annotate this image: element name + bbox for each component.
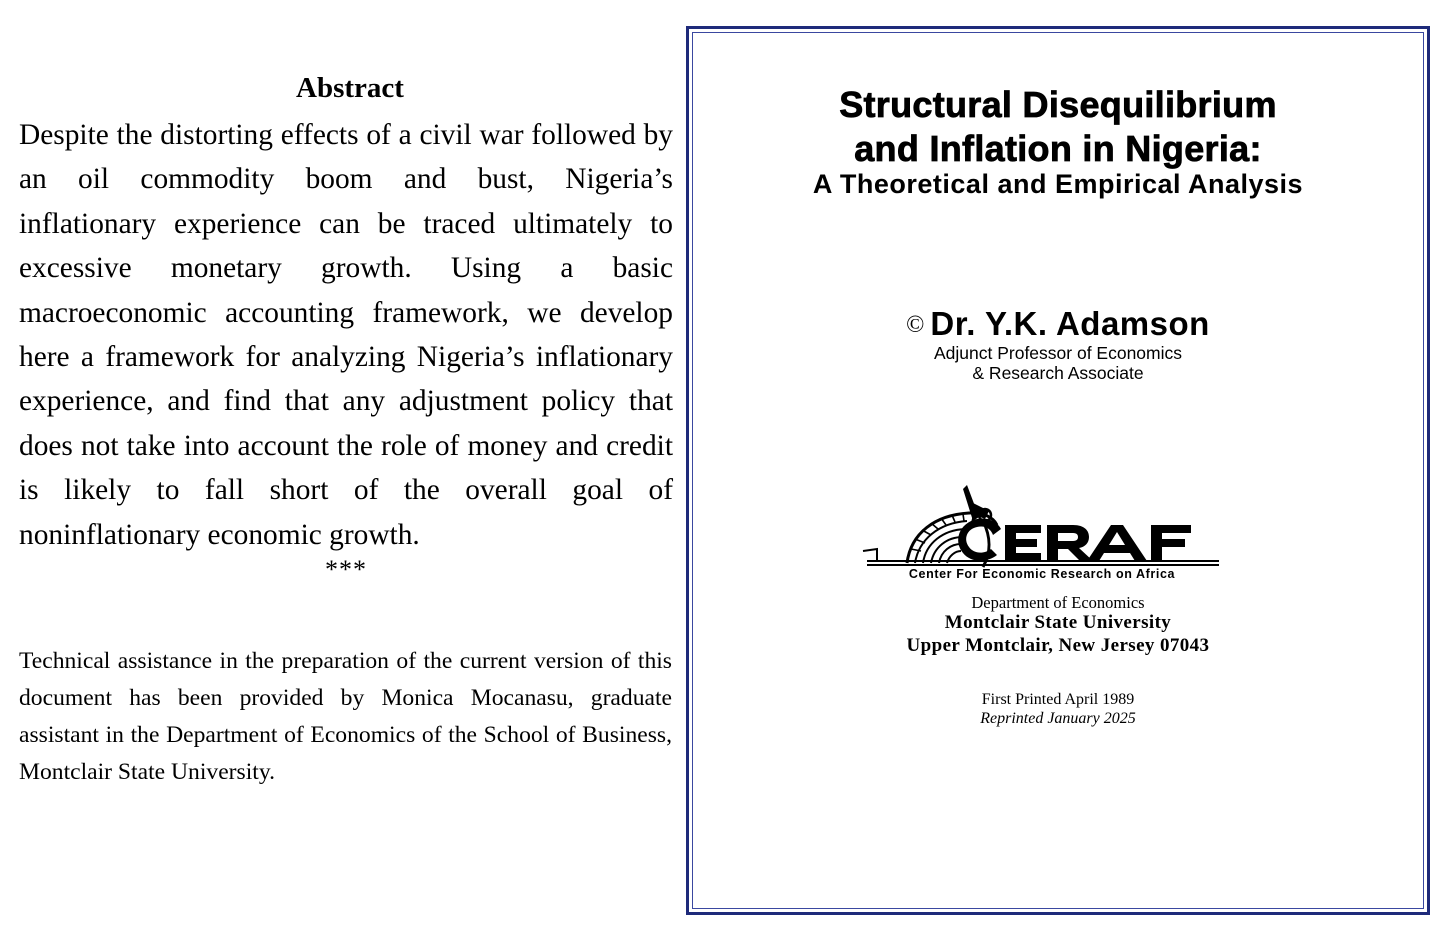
logo-letters-eraf	[1005, 525, 1191, 561]
copyright-icon: ©	[906, 312, 925, 338]
university-block	[693, 611, 1423, 657]
cover-title	[693, 83, 1423, 171]
author-line	[693, 305, 1423, 343]
logo-tagline: Center For Economic Research on Africa	[908, 567, 1176, 581]
cover-subtitle: A Theoretical and Empirical Analysis	[812, 169, 1304, 199]
abstract-heading: Abstract	[296, 72, 404, 104]
print-history	[693, 690, 1423, 728]
university-name: Montclair State University	[944, 612, 1172, 633]
author-role	[693, 343, 1423, 383]
ceraf-logo	[859, 477, 1239, 587]
cover-title-line2: and Inflation in Nigeria:	[854, 128, 1262, 169]
abstract-body: Despite the distorting effects of a civil war followed by an oil commodity boom and bust, Nigeria’s inflationary experience can be traced ultimately to excessive monetary growth. Using a basic macroeconomic accounting framework, we develop here a framework for analyzing Nigeria’s inflationary experience, and find that any adjustment policy that does not take into account the role of money and credit is likely to fall short of the overall goal of noninflationary economic growth.	[19, 119, 673, 551]
section-separator: ***	[325, 555, 367, 584]
author-role-line2: & Research Associate	[972, 363, 1144, 383]
author-name: Dr. Y.K. Adamson	[930, 305, 1210, 342]
reprinted: Reprinted January 2025	[980, 710, 1136, 727]
cover-title-line1: Structural Disequilibrium	[839, 84, 1277, 125]
logo-letter-c	[958, 518, 1001, 560]
department: Department of Economics	[971, 593, 1145, 612]
acknowledgement-text: Technical assistance in the preparation of the current version of this document has been provided by Monica Mocanasu, graduate assistant in the Department of Economics of the School of Business, Montclair State University.	[19, 648, 672, 785]
cover-inner-border	[692, 32, 1424, 909]
university-address: Upper Montclair, New Jersey 07043	[906, 635, 1210, 656]
cover-page	[686, 26, 1430, 915]
author-role-line1: Adjunct Professor of Economics	[933, 343, 1183, 363]
first-printed: First Printed April 1989	[981, 691, 1135, 708]
